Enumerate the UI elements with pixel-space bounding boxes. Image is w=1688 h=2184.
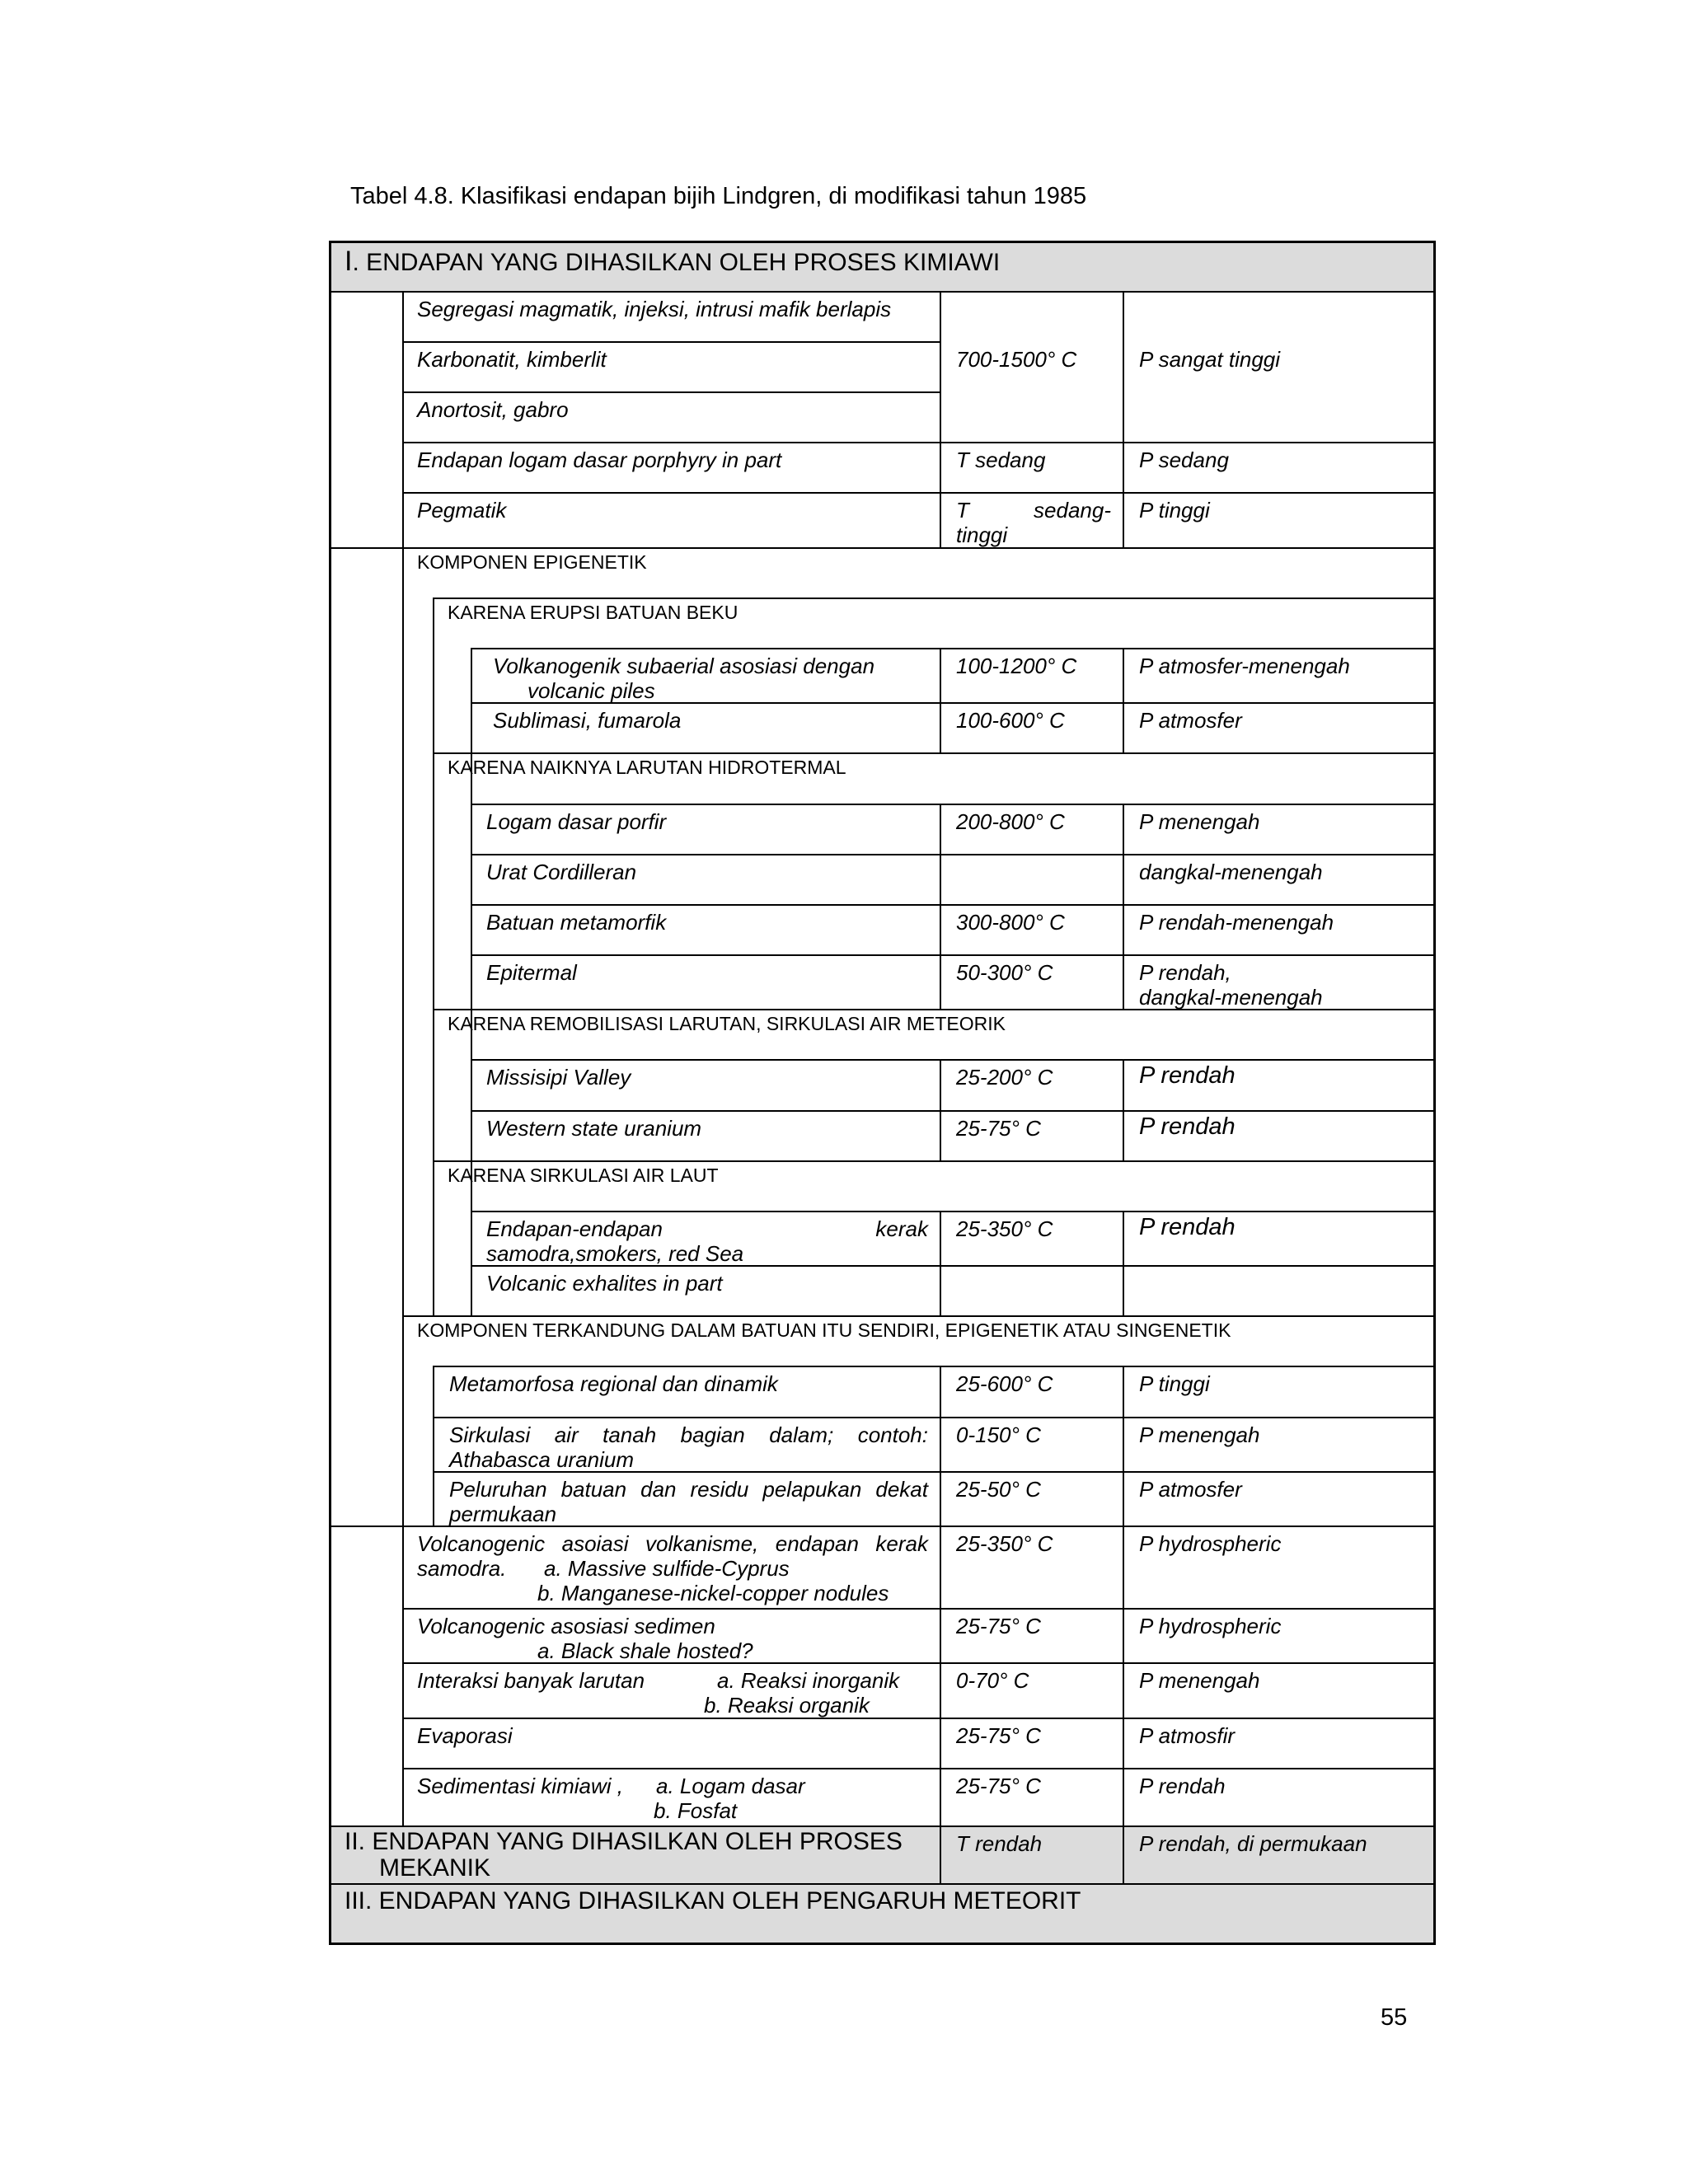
magmatic-item: Karbonatit, kimberlit <box>417 347 607 372</box>
erupsi-title: KARENA ERUPSI BATUAN BEKU <box>448 602 738 623</box>
table-column-rule <box>1123 1366 1124 1885</box>
airlaut-row1-name <box>486 1216 928 1242</box>
sed-row3-option-b: b. Reaksi organik <box>704 1693 870 1718</box>
table-rule <box>403 442 1435 443</box>
hidrotermal-row3-name: Batuan metamorfik <box>486 910 667 935</box>
erupsi-row1-temp: 100-1200° C <box>956 654 1077 678</box>
table-rule <box>434 1366 1435 1367</box>
airlaut-row2-name: Volcanic exhalites in part <box>486 1271 723 1296</box>
remobilisasi-row2-pressure: P rendah <box>1139 1113 1236 1140</box>
justified-word: dekat <box>875 1477 928 1502</box>
page-number: 55 <box>1381 2004 1408 2031</box>
sed-row5-pressure: P rendah <box>1139 1774 1226 1798</box>
terkandung-row3-temp: 25-50° C <box>956 1477 1041 1502</box>
airlaut-row1-temp: 25-350° C <box>956 1216 1053 1241</box>
section2-title-cont: MEKANIK <box>379 1854 491 1882</box>
sed-row2-name-cont: a. Black shale hosted? <box>537 1638 753 1663</box>
sed-row2-temp: 25-75° C <box>956 1614 1041 1638</box>
hidrotermal-title: KARENA NAIKNYA LARUTAN HIDROTERMAL <box>448 757 846 778</box>
sed-row1-pressure: P hydrospheric <box>1139 1531 1282 1556</box>
table-right-border <box>1433 241 1436 1945</box>
justified-word: volkanisme, <box>645 1531 759 1556</box>
terkandung-row3-pressure: P atmosfer <box>1139 1477 1242 1502</box>
sed-row5-option-a: a. Logam dasar <box>656 1774 805 1798</box>
table-rule <box>471 804 1435 805</box>
table-caption: Tabel 4.8. Klasifikasi endapan bijih Lindgren, di modifikasi tahun 1985 <box>350 183 1087 209</box>
table-rule <box>434 1417 1435 1418</box>
justified-word: Sirkulasi <box>449 1422 531 1447</box>
hidrotermal-row4-temp: 50-300° C <box>956 960 1053 985</box>
hidrotermal-row4-pressure: P rendah, <box>1139 960 1231 985</box>
sed-row4-temp: 25-75° C <box>956 1723 1041 1748</box>
erupsi-row2-temp: 100-600° C <box>956 708 1065 733</box>
sed-row2-name: Volcanogenic asosiasi sedimen <box>417 1614 715 1638</box>
table-column-rule <box>1123 1211 1124 1317</box>
table-rule <box>403 341 940 343</box>
table-column-rule <box>940 1211 941 1317</box>
table-column-rule <box>940 804 941 1010</box>
section3-title: III. ENDAPAN YANG DIHASILKAN OLEH PENGARUH METEORIT <box>345 1887 1081 1915</box>
justified-word: air <box>554 1422 579 1447</box>
section2-title: II. ENDAPAN YANG DIHASILKAN OLEH PROSES <box>345 1828 903 1855</box>
justified-word: bagian <box>680 1422 745 1447</box>
table-column-rule <box>940 291 941 549</box>
justified-word: dan <box>640 1477 677 1502</box>
table-rule <box>434 598 1435 599</box>
justified-word: pelapukan <box>762 1477 862 1502</box>
table-rule <box>434 1160 1435 1162</box>
sed-row5-name: Sedimentasi kimiawi , <box>417 1774 623 1798</box>
table-rule <box>329 547 1435 549</box>
pegmatik-pressure: P tinggi <box>1139 498 1210 523</box>
airlaut-title: KARENA SIRKULASI AIR LAUT <box>448 1165 719 1186</box>
terkandung-row2-name-cont: Athabasca uranium <box>449 1447 635 1472</box>
porphyry-temp: T sedang <box>956 448 1046 472</box>
airlaut-row1-word: kerak <box>875 1216 928 1241</box>
remobilisasi-row2-name: Western state uranium <box>486 1116 702 1141</box>
remobilisasi-row1-name: Missisipi Valley <box>486 1065 631 1090</box>
sed-row4-name: Evaporasi <box>417 1723 513 1748</box>
terkandung-row3-name <box>449 1476 928 1502</box>
table-rule <box>471 1211 1435 1212</box>
sed-row5-temp: 25-75° C <box>956 1774 1041 1798</box>
justified-word: endapan <box>775 1531 859 1556</box>
porphyry-name: Endapan logam dasar porphyry in part <box>417 448 782 472</box>
table-top-border <box>329 241 1435 243</box>
section1-title-text: . ENDAPAN YANG DIHASILKAN OLEH PROSES KIMIAWI <box>352 249 1001 276</box>
erupsi-row1-name: Volkanogenik subaerial asosiasi dengan <box>493 654 875 678</box>
magmatic-temp: 700-1500° C <box>956 347 1077 372</box>
table-rule <box>471 648 1435 649</box>
table-indent-rule <box>433 598 434 1316</box>
table-left-border <box>329 241 331 1945</box>
sed-row3-name: Interaksi banyak larutan <box>417 1668 645 1693</box>
terkandung-row1-name: Metamorfosa regional dan dinamik <box>449 1371 778 1396</box>
table-rule <box>471 1110 1435 1112</box>
table-rule <box>403 1608 1435 1610</box>
table-rule <box>403 492 1435 494</box>
terkandung-row1-pressure: P tinggi <box>1139 1371 1210 1396</box>
section1-title <box>345 247 1000 277</box>
justified-word: kerak <box>875 1531 928 1556</box>
terkandung-row1-temp: 25-600° C <box>956 1371 1053 1396</box>
hidrotermal-row1-temp: 200-800° C <box>956 809 1065 834</box>
hidrotermal-row2-name: Urat Cordilleran <box>486 860 637 884</box>
pegmatik-temp-word: T <box>956 498 969 523</box>
justified-word: asoiasi <box>561 1531 629 1556</box>
pegmatik-temp-word: sedang- <box>1034 498 1111 523</box>
table-rule <box>471 1059 1435 1061</box>
hidrotermal-row1-pressure: P menengah <box>1139 809 1260 834</box>
airlaut-row1-word: Endapan-endapan <box>486 1216 663 1241</box>
justified-word: tanah <box>603 1422 657 1447</box>
section2-pressure: P rendah, di permukaan <box>1139 1831 1367 1856</box>
table-rule <box>403 1315 1435 1317</box>
hidrotermal-row3-temp: 300-800° C <box>956 910 1065 935</box>
table-rule <box>471 954 1435 956</box>
table-rule <box>329 1883 1435 1885</box>
table-column-rule <box>1123 804 1124 1010</box>
table-rule <box>434 752 1435 754</box>
remobilisasi-title: KARENA REMOBILISASI LARUTAN, SIRKULASI AIR METEORIK <box>448 1013 1006 1034</box>
airlaut-row1-name-cont: samodra,smokers, red Sea <box>486 1241 744 1266</box>
magmatic-item: Segregasi magmatik, injeksi, intrusi mafik berlapis <box>417 297 892 321</box>
sed-row5-option-b: b. Fosfat <box>654 1798 738 1823</box>
hidrotermal-row1-name: Logam dasar porfir <box>486 809 667 834</box>
sed-row1-name-c: b. Manganese-nickel-copper nodules <box>537 1581 889 1605</box>
erupsi-row1-pressure: P atmosfer-menengah <box>1139 654 1350 678</box>
terkandung-row2-temp: 0-150° C <box>956 1422 1041 1447</box>
hidrotermal-row2-pressure: dangkal-menengah <box>1139 860 1323 884</box>
section2-temp: T rendah <box>956 1831 1043 1856</box>
table-column-rule <box>1123 648 1124 754</box>
erupsi-row2-pressure: P atmosfer <box>1139 708 1242 733</box>
table-column-rule <box>940 1366 941 1885</box>
sed-row3-pressure: P menengah <box>1139 1668 1260 1693</box>
table-rule <box>471 904 1435 906</box>
table-rule <box>403 1718 1435 1719</box>
terkandung-title: KOMPONEN TERKANDUNG DALAM BATUAN ITU SENDIRI, EPIGENETIK ATAU SINGENETIK <box>417 1319 1231 1341</box>
sed-row4-pressure: P atmosfir <box>1139 1723 1236 1748</box>
terkandung-row3-name-cont: permukaan <box>449 1502 557 1526</box>
sed-row3-temp: 0-70° C <box>956 1668 1029 1693</box>
terkandung-row2-pressure: P menengah <box>1139 1422 1260 1447</box>
table-column-rule <box>940 648 941 754</box>
remobilisasi-row1-temp: 25-200° C <box>956 1065 1053 1090</box>
justified-word: batuan <box>560 1477 627 1502</box>
remobilisasi-row1-pressure: P rendah <box>1139 1062 1236 1089</box>
remobilisasi-row2-temp: 25-75° C <box>956 1116 1041 1141</box>
magmatic-item: Anortosit, gabro <box>417 397 569 422</box>
sed-row1-name <box>417 1530 928 1557</box>
table-rule <box>329 291 1435 293</box>
sed-row1-name-b1: samodra. <box>417 1556 507 1581</box>
sed-row1-temp: 25-350° C <box>956 1531 1053 1556</box>
airlaut-row1-pressure: P rendah <box>1139 1214 1236 1240</box>
table-column-rule <box>940 1059 941 1162</box>
table-bottom-border <box>329 1943 1435 1945</box>
sed-row3-option-a: a. Reaksi inorganik <box>717 1668 900 1693</box>
section1-title-prefix: I <box>345 246 353 277</box>
hidrotermal-row4-name: Epitermal <box>486 960 577 985</box>
justified-word: Peluruhan <box>449 1477 547 1502</box>
table-rule <box>329 1825 1435 1827</box>
table-column-rule <box>1123 291 1124 549</box>
table-rule <box>403 391 940 393</box>
justified-word: contoh: <box>857 1422 928 1447</box>
pegmatik-name: Pegmatik <box>417 498 507 523</box>
pegmatik-temp <box>956 497 1111 523</box>
table-rule <box>403 1768 1435 1769</box>
table-rule <box>471 854 1435 855</box>
epigenetic-title: KOMPONEN EPIGENETIK <box>417 551 647 573</box>
table-indent-rule <box>471 648 472 1316</box>
porphyry-pressure: P sedang <box>1139 448 1229 472</box>
justified-word: residu <box>690 1477 749 1502</box>
terkandung-row2-name <box>449 1422 928 1448</box>
magmatic-pressure: P sangat tinggi <box>1139 347 1281 372</box>
table-indent-rule <box>433 1366 434 1527</box>
table-column-rule <box>1123 1059 1124 1162</box>
table-indent-rule <box>402 291 404 1827</box>
sed-row1-name-b2: a. Massive sulfide-Cyprus <box>544 1556 790 1581</box>
hidrotermal-row3-pressure: P rendah-menengah <box>1139 910 1334 935</box>
hidrotermal-row4-pressure-cont: dangkal-menengah <box>1139 985 1323 1010</box>
sed-row2-pressure: P hydrospheric <box>1139 1614 1282 1638</box>
erupsi-row1-name-cont: volcanic piles <box>528 678 655 703</box>
justified-word: dalam; <box>769 1422 834 1447</box>
pegmatik-temp-cont: tinggi <box>956 523 1008 547</box>
erupsi-row2-name: Sublimasi, fumarola <box>493 708 682 733</box>
justified-word: Volcanogenic <box>417 1531 546 1556</box>
